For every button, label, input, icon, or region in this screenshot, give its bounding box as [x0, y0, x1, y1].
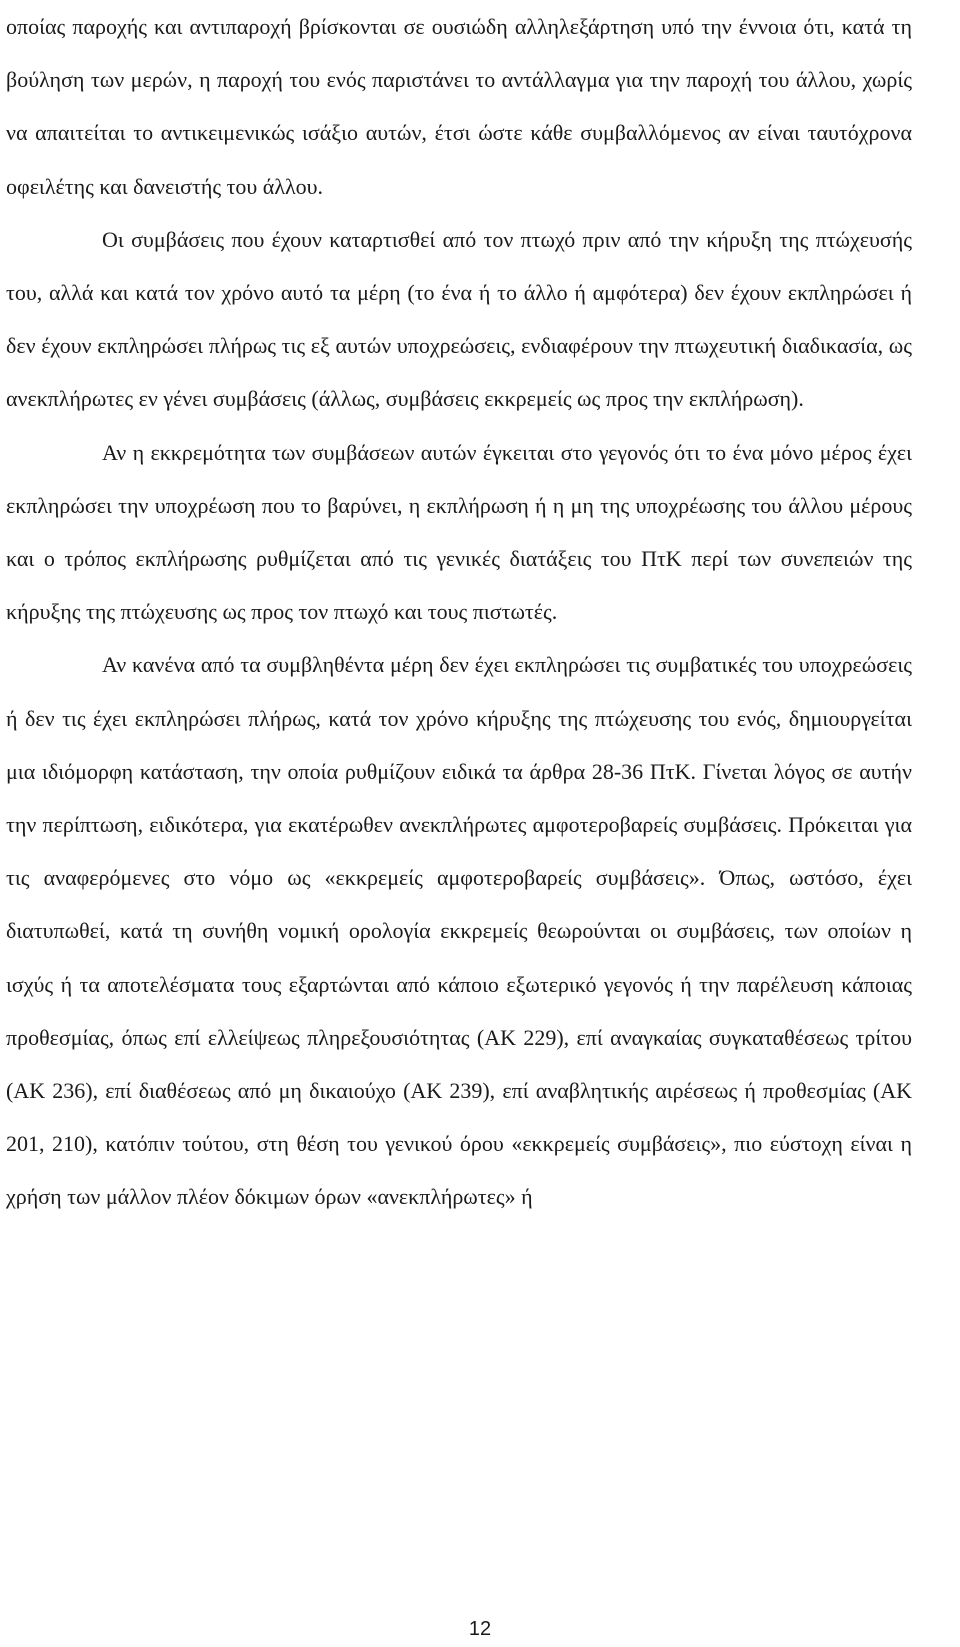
paragraph-contracts-before-bankruptcy: Οι συμβάσεις που έχουν καταρτισθεί από τον πτωχό πριν από την κήρυξη της πτώχευσής του, αλλά και κατά τον χρόνο αυτό τα μέρη (το ένα ή το άλλο ή αμφότερα) δεν έχουν εκπληρώσει ή δεν έχουν εκπληρώσει πλήρως τις εξ αυτών υποχρεώσεις, ενδιαφέρουν την πτωχευτική διαδικασία, ως ανεκπλήρωτες εν γένει συμβάσεις (άλλως, συμβάσεις εκκρεμείς ως προς την εκπλήρωση). [6, 226, 912, 412]
paragraph-one-party-performed: Αν η εκκρεμότητα των συμβάσεων αυτών έγκειται στο γεγονός ότι το ένα μόνο μέρος έχει εκπληρώσει την υποχρέωση που το βαρύνει, η εκπλήρωση ή η μη της υποχρέωσης του άλλου μέρους και ο τρόπος εκπλήρωσης ρυθμίζεται από τις γενικές διατάξεις του ΠτΚ περί των συνεπειών της κήρυξης της πτώχευσης ως προς τον πτωχό και τους πιστωτές. [6, 439, 912, 625]
paragraph-continuation: οποίας παροχής και αντιπαροχή βρίσκονται σε ουσιώδη αλληλεξάρτηση υπό την έννοια ότι, κατά τη βούληση των μερών, η παροχή του ενός παριστάνει το αντάλλαγμα για την παροχή του άλλου, χωρίς να απαιτείται το αντικειμενικώς ισάξιο αυτών, έτσι ώστε κάθε συμβαλλόμενος αν είναι ταυτόχρονα οφειλέτης και δανειστής του άλλου. [6, 14, 912, 199]
document-body [6, 0, 912, 1224]
paragraph-neither-party-performed: Αν κανένα από τα συμβληθέντα μέρη δεν έχει εκπληρώσει τις συμβατικές του υποχρεώσεις ή δεν τις έχει εκπληρώσει πλήρως, κατά τον χρόνο κήρυξης της πτώχευσης του ενός, δημιουργείται μια ιδιόμορφη κατάσταση, την οποία ρυθμίζουν ειδικά τα άρθρα 28-36 ΠτΚ. Γίνεται λόγος σε αυτήν την περίπτωση, ειδικότερα, για εκατέρωθεν ανεκπλήρωτες αμφοτεροβαρείς συμβάσεις. Πρόκειται για τις αναφερόμενες στο νόμο ως «εκκρεμείς αμφοτεροβαρείς συμβάσεις». Όπως, ωστόσο, έχει διατυπωθεί, κατά τη συνήθη νομική ορολογία εκκρεμείς θεωρούνται οι συμβάσεις, των οποίων η ισχύς ή τα αποτελέσματα τους εξαρτώνται από κάποιο εξωτερικό γεγονός ή την παρέλευση κάποιας προθεσμίας, όπως επί ελλείψεως πληρεξουσιότητας (ΑΚ 229), επί αναγκαίας συγκαταθέσεως τρίτου (ΑΚ 236), επί διαθέσεως από μη δικαιούχο (ΑΚ 239), επί αναβλητικής αιρέσεως ή προθεσμίας (ΑΚ 201, 210), κατόπιν τούτου, στη θέση του γενικού όρου «εκκρεμείς συμβάσεις», πιο εύστοχη είναι η χρήση των μάλλον πλέον δόκιμων όρων «ανεκπλήρωτες» ή [6, 652, 912, 1210]
page-number: 12 [468, 1618, 492, 1640]
